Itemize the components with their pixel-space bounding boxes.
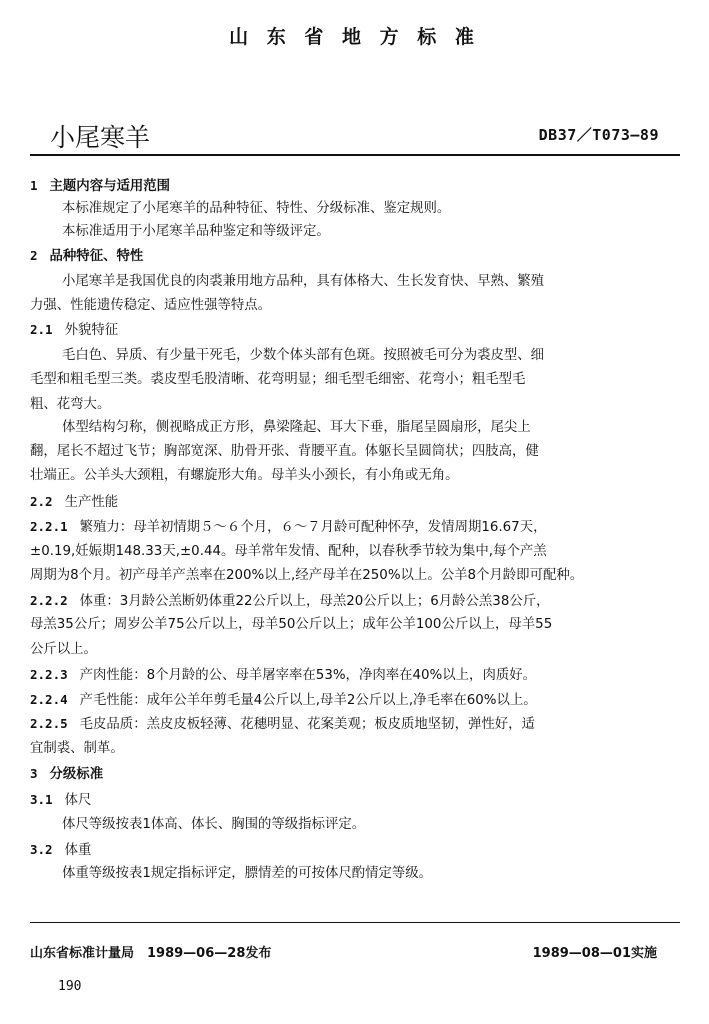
paragraph-line: 宜制裘、制革。 — [30, 741, 124, 756]
subsection-heading — [30, 790, 91, 811]
section-number: 3.2 — [30, 842, 53, 857]
section-number: 2.1 — [30, 322, 53, 337]
clause-line — [30, 690, 537, 711]
paragraph-line: 体尺等级按表1体高、体长、胸围的等级指标评定。 — [62, 817, 366, 832]
section-number: 3 — [30, 766, 38, 781]
footer-rule — [30, 922, 680, 923]
paragraph-line: 母羔35公斤；周岁公羊75公斤以上，母羊50公斤以上；成年公羊100公斤以上，母羊55 — [30, 617, 553, 632]
section-title: 外貌特征 — [64, 323, 119, 338]
standard-title: 小尾寒羊 — [50, 123, 151, 152]
paragraph-line: 公斤以上。 — [30, 642, 97, 657]
paragraph-line: 翻，尾长不超过飞节；胸部宽深、肋骨开张、背腰平直。体躯长呈圆筒状；四肢高，健 — [30, 444, 539, 459]
clause-number: 2.2.3 — [30, 667, 68, 682]
section-number: 1 — [30, 178, 38, 193]
paragraph-line: ±0.19,妊娠期148.33天,±0.44。母羊常年发情、配种，以春秋季节较为集中,每个产羔 — [30, 544, 547, 559]
clause-number: 2.2.4 — [30, 692, 68, 707]
section-title: 体尺 — [64, 793, 92, 808]
page-number: 190 — [58, 979, 82, 994]
section-title: 分级标准 — [49, 767, 104, 782]
paragraph-line: 体重等级按表1规定指标评定，膘情差的可按体尺酌情定等级。 — [62, 866, 433, 881]
clause-text: 产毛性能：成年公羊年剪毛量4公斤以上,母羊2公斤以上,净毛率在60%以上。 — [79, 693, 537, 708]
clause-line — [30, 517, 546, 538]
issuing-authority-header: 山 东 省 地 方 标 准 — [229, 26, 480, 48]
clause-text: 毛皮品质：羔皮皮板轻薄、花穗明显、花案美观；板皮质地坚韧，弹性好，适 — [79, 717, 535, 732]
paragraph-line: 本标准规定了小尾寒羊的品种特征、特性、分级标准、鉴定规则。 — [62, 201, 451, 216]
section-title: 生产性能 — [64, 495, 119, 510]
section-number: 2 — [30, 248, 38, 263]
clause-number: 2.2.2 — [30, 593, 68, 608]
paragraph-line: 粗、花弯大。 — [30, 397, 111, 412]
standard-code: DB37／T073—89 — [538, 126, 659, 144]
section-heading — [30, 246, 143, 267]
clause-text: 产肉性能：8个月龄的公、母羊屠宰率在53%，净肉率在40%以上，肉质好。 — [79, 668, 537, 683]
subsection-heading — [30, 320, 118, 341]
section-title: 主题内容与适用范围 — [49, 179, 171, 194]
paragraph-line: 壮端正。公羊头大颈粗，有螺旋形大角。母羊头小颈长，有小角或无角。 — [30, 468, 459, 483]
paragraph-line: 小尾寒羊是我国优良的肉裘兼用地方品种，具有体格大、生长发育快、早熟、繁殖 — [62, 274, 545, 289]
section-title: 品种特征、特性 — [49, 249, 144, 264]
section-heading — [30, 764, 103, 785]
paragraph-line: 本标准适用于小尾寒羊品种鉴定和等级评定。 — [62, 224, 330, 239]
header-rule — [30, 154, 680, 156]
paragraph-line: 毛白色、异质、有少量干死毛，少数个体头部有色斑。按照被毛可分为裘皮型、细 — [62, 348, 545, 363]
clause-line — [30, 665, 536, 686]
paragraph-line: 体型结构匀称，侧视略成正方形，鼻梁隆起、耳大下垂，脂尾呈圆扇形，尾尖上 — [62, 420, 531, 435]
clause-text: 体重：3月龄公羔断奶体重22公斤以上，母羔20公斤以上；6月龄公羔38公斤， — [79, 594, 550, 609]
section-title: 体重 — [64, 843, 92, 858]
issue-info: 山东省标准计量局 1989—06—28发布 — [30, 946, 272, 961]
section-number: 3.1 — [30, 792, 53, 807]
section-heading — [30, 176, 170, 197]
clause-number: 2.2.5 — [30, 716, 68, 731]
subsection-heading — [30, 840, 91, 861]
clause-number: 2.2.1 — [30, 519, 68, 534]
clause-text: 繁殖力：母羊初情期５～６个月，６～７月龄可配种怀孕，发情周期16.67天， — [79, 520, 547, 535]
section-number: 2.2 — [30, 494, 53, 509]
subsection-heading — [30, 492, 118, 513]
clause-line — [30, 591, 550, 612]
paragraph-line: 力强、性能遗传稳定、适应性强等特点。 — [30, 298, 272, 313]
clause-line — [30, 714, 535, 735]
paragraph-line: 毛型和粗毛型三类。裘皮型毛股清晰、花弯明显；细毛型毛细密、花弯小；粗毛型毛 — [30, 372, 526, 387]
paragraph-line: 周期为8个月。初产母羊产羔率在200%以上,经产母羊在250%以上。公羊8个月龄即可配种。 — [30, 568, 584, 583]
implementation-date: 1989—08—01实施 — [532, 946, 657, 961]
